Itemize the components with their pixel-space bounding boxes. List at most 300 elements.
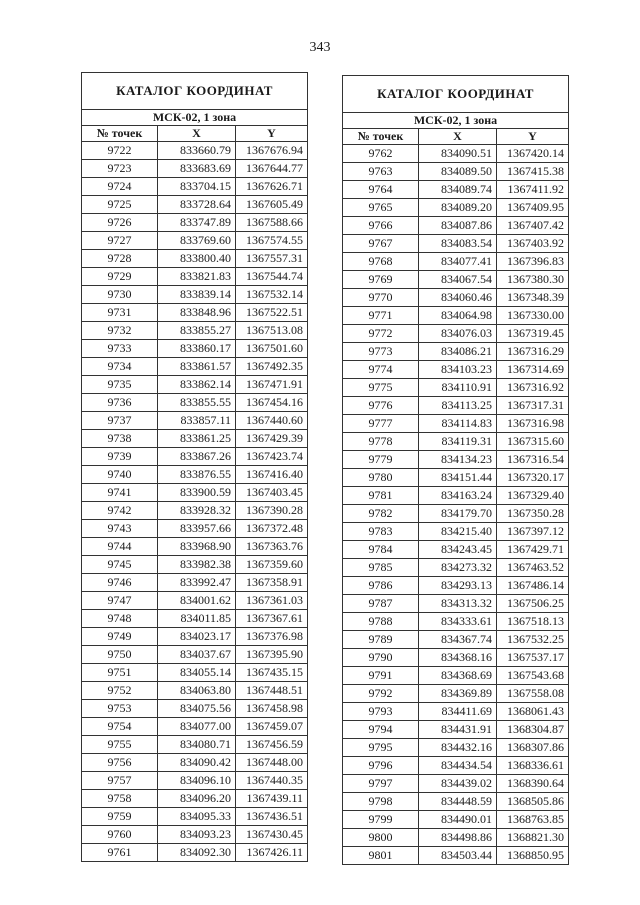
cell-y: 1368505.86 — [497, 793, 569, 811]
catalog-title: КАТАЛОГ КООРДИНАТ — [343, 76, 569, 113]
cell-y: 1367411.92 — [497, 181, 569, 199]
cell-x: 833747.89 — [158, 214, 236, 232]
cell-x: 833928.32 — [158, 502, 236, 520]
cell-y: 1367454.16 — [236, 394, 308, 412]
cell-y: 1368061.43 — [497, 703, 569, 721]
table-row — [82, 772, 308, 790]
table-row — [82, 556, 308, 574]
cell-point-number: 9743 — [82, 520, 158, 538]
cell-y: 1368304.87 — [497, 721, 569, 739]
table-row — [82, 232, 308, 250]
cell-x: 834089.20 — [419, 199, 497, 217]
cell-point-number: 9790 — [343, 649, 419, 667]
cell-x: 833855.55 — [158, 394, 236, 412]
cell-y: 1368390.64 — [497, 775, 569, 793]
table-row — [82, 484, 308, 502]
cell-point-number: 9734 — [82, 358, 158, 376]
cell-y: 1367532.14 — [236, 286, 308, 304]
cell-x: 834490.01 — [419, 811, 497, 829]
cell-x: 834095.33 — [158, 808, 236, 826]
cell-y: 1367316.54 — [497, 451, 569, 469]
cell-y: 1367522.51 — [236, 304, 308, 322]
table-row — [82, 412, 308, 430]
cell-y: 1367518.13 — [497, 613, 569, 631]
cell-x: 833968.90 — [158, 538, 236, 556]
cell-x: 833861.57 — [158, 358, 236, 376]
table-row — [343, 361, 569, 379]
table-row — [343, 289, 569, 307]
cell-point-number: 9777 — [343, 415, 419, 433]
cell-x: 834163.24 — [419, 487, 497, 505]
cell-y: 1367348.39 — [497, 289, 569, 307]
cell-y: 1367320.17 — [497, 469, 569, 487]
cell-x: 834077.00 — [158, 718, 236, 736]
table-row — [82, 304, 308, 322]
cell-x: 834369.89 — [419, 685, 497, 703]
catalog-title: КАТАЛОГ КООРДИНАТ — [82, 73, 308, 110]
cell-point-number: 9795 — [343, 739, 419, 757]
cell-point-number: 9776 — [343, 397, 419, 415]
table-row — [343, 613, 569, 631]
cell-point-number: 9756 — [82, 754, 158, 772]
cell-x: 833900.59 — [158, 484, 236, 502]
cell-y: 1367397.12 — [497, 523, 569, 541]
table-row — [343, 757, 569, 775]
table-row — [343, 433, 569, 451]
cell-y: 1367380.30 — [497, 271, 569, 289]
table-row — [343, 451, 569, 469]
cell-x: 834080.71 — [158, 736, 236, 754]
cell-point-number: 9745 — [82, 556, 158, 574]
table-row — [82, 538, 308, 556]
column-header-point-number: № точек — [82, 126, 158, 142]
table-row — [343, 595, 569, 613]
cell-y: 1367448.51 — [236, 682, 308, 700]
cell-point-number: 9765 — [343, 199, 419, 217]
cell-x: 834151.44 — [419, 469, 497, 487]
cell-y: 1368307.86 — [497, 739, 569, 757]
table-row — [82, 844, 308, 862]
table-row — [343, 667, 569, 685]
table-row — [82, 628, 308, 646]
cell-x: 834333.61 — [419, 613, 497, 631]
cell-x: 834096.10 — [158, 772, 236, 790]
cell-x: 834431.91 — [419, 721, 497, 739]
cell-point-number: 9768 — [343, 253, 419, 271]
cell-point-number: 9730 — [82, 286, 158, 304]
cell-point-number: 9797 — [343, 775, 419, 793]
cell-point-number: 9727 — [82, 232, 158, 250]
table-row — [82, 718, 308, 736]
table-row — [343, 253, 569, 271]
table-row — [82, 610, 308, 628]
cell-point-number: 9737 — [82, 412, 158, 430]
page-number: 343 — [309, 40, 331, 55]
cell-x: 833769.60 — [158, 232, 236, 250]
cell-y: 1367506.25 — [497, 595, 569, 613]
table-row — [82, 196, 308, 214]
table-row — [82, 358, 308, 376]
cell-x: 833992.47 — [158, 574, 236, 592]
cell-y: 1367363.76 — [236, 538, 308, 556]
cell-y: 1367439.11 — [236, 790, 308, 808]
cell-point-number: 9799 — [343, 811, 419, 829]
cell-x: 834113.25 — [419, 397, 497, 415]
table-row — [343, 325, 569, 343]
cell-x: 834179.70 — [419, 505, 497, 523]
table-row — [343, 829, 569, 847]
column-header-y: Y — [497, 129, 569, 145]
cell-y: 1367420.14 — [497, 145, 569, 163]
cell-x: 834498.86 — [419, 829, 497, 847]
cell-point-number: 9760 — [82, 826, 158, 844]
cell-y: 1367459.07 — [236, 718, 308, 736]
cell-point-number: 9739 — [82, 448, 158, 466]
cell-x: 834313.32 — [419, 595, 497, 613]
cell-y: 1367358.91 — [236, 574, 308, 592]
table-row — [82, 682, 308, 700]
cell-x: 834432.16 — [419, 739, 497, 757]
cell-y: 1367314.69 — [497, 361, 569, 379]
cell-y: 1367376.98 — [236, 628, 308, 646]
cell-y: 1367403.45 — [236, 484, 308, 502]
cell-point-number: 9788 — [343, 613, 419, 631]
cell-x: 834011.85 — [158, 610, 236, 628]
table-row — [82, 250, 308, 268]
table-row — [343, 199, 569, 217]
cell-point-number: 9733 — [82, 340, 158, 358]
cell-y: 1367501.60 — [236, 340, 308, 358]
cell-point-number: 9761 — [82, 844, 158, 862]
column-header-point-number: № точек — [343, 129, 419, 145]
table-row — [82, 664, 308, 682]
cell-y: 1368821.30 — [497, 829, 569, 847]
cell-point-number: 9738 — [82, 430, 158, 448]
table-row — [82, 142, 308, 160]
cell-x: 834367.74 — [419, 631, 497, 649]
cell-x: 834055.14 — [158, 664, 236, 682]
cell-x: 834103.23 — [419, 361, 497, 379]
cell-y: 1367423.74 — [236, 448, 308, 466]
cell-y: 1367316.98 — [497, 415, 569, 433]
cell-x: 834243.45 — [419, 541, 497, 559]
table-row — [343, 415, 569, 433]
cell-point-number: 9732 — [82, 322, 158, 340]
table-row — [343, 235, 569, 253]
cell-point-number: 9786 — [343, 577, 419, 595]
cell-y: 1367435.15 — [236, 664, 308, 682]
cell-x: 834439.02 — [419, 775, 497, 793]
cell-y: 1367626.71 — [236, 178, 308, 196]
cell-x: 834090.51 — [419, 145, 497, 163]
cell-y: 1368763.85 — [497, 811, 569, 829]
table-row — [343, 181, 569, 199]
cell-point-number: 9758 — [82, 790, 158, 808]
cell-point-number: 9736 — [82, 394, 158, 412]
cell-point-number: 9764 — [343, 181, 419, 199]
cell-y: 1367429.39 — [236, 430, 308, 448]
cell-y: 1367317.31 — [497, 397, 569, 415]
table-row — [82, 268, 308, 286]
cell-point-number: 9780 — [343, 469, 419, 487]
cell-point-number: 9749 — [82, 628, 158, 646]
table-row — [82, 448, 308, 466]
cell-point-number: 9793 — [343, 703, 419, 721]
table-row — [343, 379, 569, 397]
coordinate-system-zone: МСК-02, 1 зона — [343, 113, 569, 129]
table-row — [343, 523, 569, 541]
table-row — [82, 160, 308, 178]
cell-point-number: 9782 — [343, 505, 419, 523]
cell-x: 834114.83 — [419, 415, 497, 433]
cell-x: 834075.56 — [158, 700, 236, 718]
cell-x: 833704.15 — [158, 178, 236, 196]
cell-x: 834134.23 — [419, 451, 497, 469]
cell-x: 834434.54 — [419, 757, 497, 775]
table-row — [343, 145, 569, 163]
cell-x: 834119.31 — [419, 433, 497, 451]
cell-point-number: 9752 — [82, 682, 158, 700]
cell-y: 1367440.60 — [236, 412, 308, 430]
cell-point-number: 9792 — [343, 685, 419, 703]
table-row — [82, 808, 308, 826]
cell-point-number: 9773 — [343, 343, 419, 361]
cell-x: 833728.64 — [158, 196, 236, 214]
table-row — [82, 466, 308, 484]
cell-x: 834083.54 — [419, 235, 497, 253]
cell-x: 834067.54 — [419, 271, 497, 289]
cell-x: 834086.21 — [419, 343, 497, 361]
cell-x: 834064.98 — [419, 307, 497, 325]
table-row — [82, 736, 308, 754]
cell-y: 1367557.31 — [236, 250, 308, 268]
column-header-x: X — [419, 129, 497, 145]
cell-x: 834089.74 — [419, 181, 497, 199]
cell-y: 1367367.61 — [236, 610, 308, 628]
table-row — [82, 178, 308, 196]
cell-point-number: 9787 — [343, 595, 419, 613]
cell-point-number: 9744 — [82, 538, 158, 556]
cell-x: 834037.67 — [158, 646, 236, 664]
cell-x: 833855.27 — [158, 322, 236, 340]
cell-x: 834089.50 — [419, 163, 497, 181]
cell-point-number: 9770 — [343, 289, 419, 307]
table-row — [343, 307, 569, 325]
table-row — [343, 721, 569, 739]
cell-point-number: 9746 — [82, 574, 158, 592]
table-row — [82, 502, 308, 520]
cell-point-number: 9767 — [343, 235, 419, 253]
cell-point-number: 9794 — [343, 721, 419, 739]
cell-y: 1367458.98 — [236, 700, 308, 718]
cell-x: 833867.26 — [158, 448, 236, 466]
table-row — [82, 286, 308, 304]
cell-y: 1367676.94 — [236, 142, 308, 160]
cell-x: 834110.91 — [419, 379, 497, 397]
cell-x: 834411.69 — [419, 703, 497, 721]
cell-y: 1367558.08 — [497, 685, 569, 703]
cell-y: 1367543.68 — [497, 667, 569, 685]
cell-y: 1367329.40 — [497, 487, 569, 505]
cell-y: 1367574.55 — [236, 232, 308, 250]
cell-x: 833857.11 — [158, 412, 236, 430]
cell-x: 833660.79 — [158, 142, 236, 160]
cell-point-number: 9775 — [343, 379, 419, 397]
cell-x: 833876.55 — [158, 466, 236, 484]
cell-x: 833957.66 — [158, 520, 236, 538]
table-row — [343, 397, 569, 415]
table-row — [343, 163, 569, 181]
cell-x: 834077.41 — [419, 253, 497, 271]
cell-x: 834087.86 — [419, 217, 497, 235]
cell-y: 1367456.59 — [236, 736, 308, 754]
cell-y: 1367316.92 — [497, 379, 569, 397]
table-row — [343, 487, 569, 505]
cell-point-number: 9791 — [343, 667, 419, 685]
table-row — [82, 394, 308, 412]
table-row — [343, 469, 569, 487]
table-row — [343, 217, 569, 235]
cell-x: 833683.69 — [158, 160, 236, 178]
cell-point-number: 9796 — [343, 757, 419, 775]
cell-y: 1367316.29 — [497, 343, 569, 361]
cell-x: 834293.13 — [419, 577, 497, 595]
cell-y: 1367330.00 — [497, 307, 569, 325]
cell-point-number: 9729 — [82, 268, 158, 286]
cell-point-number: 9741 — [82, 484, 158, 502]
cell-point-number: 9726 — [82, 214, 158, 232]
cell-y: 1367544.74 — [236, 268, 308, 286]
cell-point-number: 9771 — [343, 307, 419, 325]
cell-y: 1367537.17 — [497, 649, 569, 667]
cell-y: 1367492.35 — [236, 358, 308, 376]
cell-point-number: 9724 — [82, 178, 158, 196]
cell-point-number: 9798 — [343, 793, 419, 811]
cell-point-number: 9800 — [343, 829, 419, 847]
cell-point-number: 9751 — [82, 664, 158, 682]
table-row — [82, 790, 308, 808]
table-row — [82, 340, 308, 358]
cell-point-number: 9759 — [82, 808, 158, 826]
table-row — [82, 754, 308, 772]
table-row — [82, 592, 308, 610]
cell-x: 833821.83 — [158, 268, 236, 286]
cell-point-number: 9769 — [343, 271, 419, 289]
cell-point-number: 9762 — [343, 145, 419, 163]
coordinate-catalog-table-left — [81, 72, 308, 862]
cell-x: 834448.59 — [419, 793, 497, 811]
cell-y: 1367359.60 — [236, 556, 308, 574]
cell-point-number: 9781 — [343, 487, 419, 505]
cell-y: 1367409.95 — [497, 199, 569, 217]
table-row — [343, 793, 569, 811]
cell-y: 1367350.28 — [497, 505, 569, 523]
table-row — [343, 703, 569, 721]
cell-y: 1367430.45 — [236, 826, 308, 844]
cell-y: 1367407.42 — [497, 217, 569, 235]
table-row — [82, 322, 308, 340]
table-row — [343, 271, 569, 289]
table-row — [82, 826, 308, 844]
column-header-y: Y — [236, 126, 308, 142]
cell-y: 1367396.83 — [497, 253, 569, 271]
table-row — [82, 646, 308, 664]
cell-y: 1367372.48 — [236, 520, 308, 538]
cell-point-number: 9755 — [82, 736, 158, 754]
cell-y: 1367588.66 — [236, 214, 308, 232]
cell-point-number: 9763 — [343, 163, 419, 181]
cell-y: 1367463.52 — [497, 559, 569, 577]
cell-y: 1367471.91 — [236, 376, 308, 394]
table-body — [82, 142, 308, 862]
cell-point-number: 9750 — [82, 646, 158, 664]
cell-y: 1367319.45 — [497, 325, 569, 343]
cell-y: 1367415.38 — [497, 163, 569, 181]
cell-y: 1367426.11 — [236, 844, 308, 862]
cell-y: 1367532.25 — [497, 631, 569, 649]
cell-x: 834001.62 — [158, 592, 236, 610]
table-row — [82, 214, 308, 232]
table-row — [343, 739, 569, 757]
cell-y: 1367436.51 — [236, 808, 308, 826]
cell-x: 834063.80 — [158, 682, 236, 700]
table-row — [343, 505, 569, 523]
cell-y: 1367315.60 — [497, 433, 569, 451]
cell-x: 834503.44 — [419, 847, 497, 865]
cell-x: 834368.69 — [419, 667, 497, 685]
cell-y: 1367361.03 — [236, 592, 308, 610]
table-row — [343, 847, 569, 865]
cell-x: 833861.25 — [158, 430, 236, 448]
cell-point-number: 9748 — [82, 610, 158, 628]
cell-point-number: 9722 — [82, 142, 158, 160]
table-row — [343, 631, 569, 649]
cell-x: 834060.46 — [419, 289, 497, 307]
column-header-x: X — [158, 126, 236, 142]
cell-point-number: 9723 — [82, 160, 158, 178]
cell-point-number: 9774 — [343, 361, 419, 379]
cell-point-number: 9779 — [343, 451, 419, 469]
coordinate-catalog-table-right — [342, 75, 569, 865]
table-row — [82, 700, 308, 718]
cell-point-number: 9772 — [343, 325, 419, 343]
table-row — [343, 775, 569, 793]
cell-point-number: 9728 — [82, 250, 158, 268]
cell-point-number: 9757 — [82, 772, 158, 790]
cell-x: 833862.14 — [158, 376, 236, 394]
cell-point-number: 9778 — [343, 433, 419, 451]
cell-x: 834273.32 — [419, 559, 497, 577]
table-row — [343, 541, 569, 559]
table-row — [343, 577, 569, 595]
cell-y: 1367513.08 — [236, 322, 308, 340]
table-row — [343, 343, 569, 361]
cell-point-number: 9742 — [82, 502, 158, 520]
cell-x: 833982.38 — [158, 556, 236, 574]
cell-point-number: 9785 — [343, 559, 419, 577]
cell-x: 833860.17 — [158, 340, 236, 358]
cell-point-number: 9753 — [82, 700, 158, 718]
cell-point-number: 9766 — [343, 217, 419, 235]
cell-point-number: 9747 — [82, 592, 158, 610]
cell-y: 1367448.00 — [236, 754, 308, 772]
cell-x: 833839.14 — [158, 286, 236, 304]
cell-y: 1367429.71 — [497, 541, 569, 559]
cell-y: 1367416.40 — [236, 466, 308, 484]
cell-y: 1367403.92 — [497, 235, 569, 253]
table-row — [343, 649, 569, 667]
cell-x: 834215.40 — [419, 523, 497, 541]
